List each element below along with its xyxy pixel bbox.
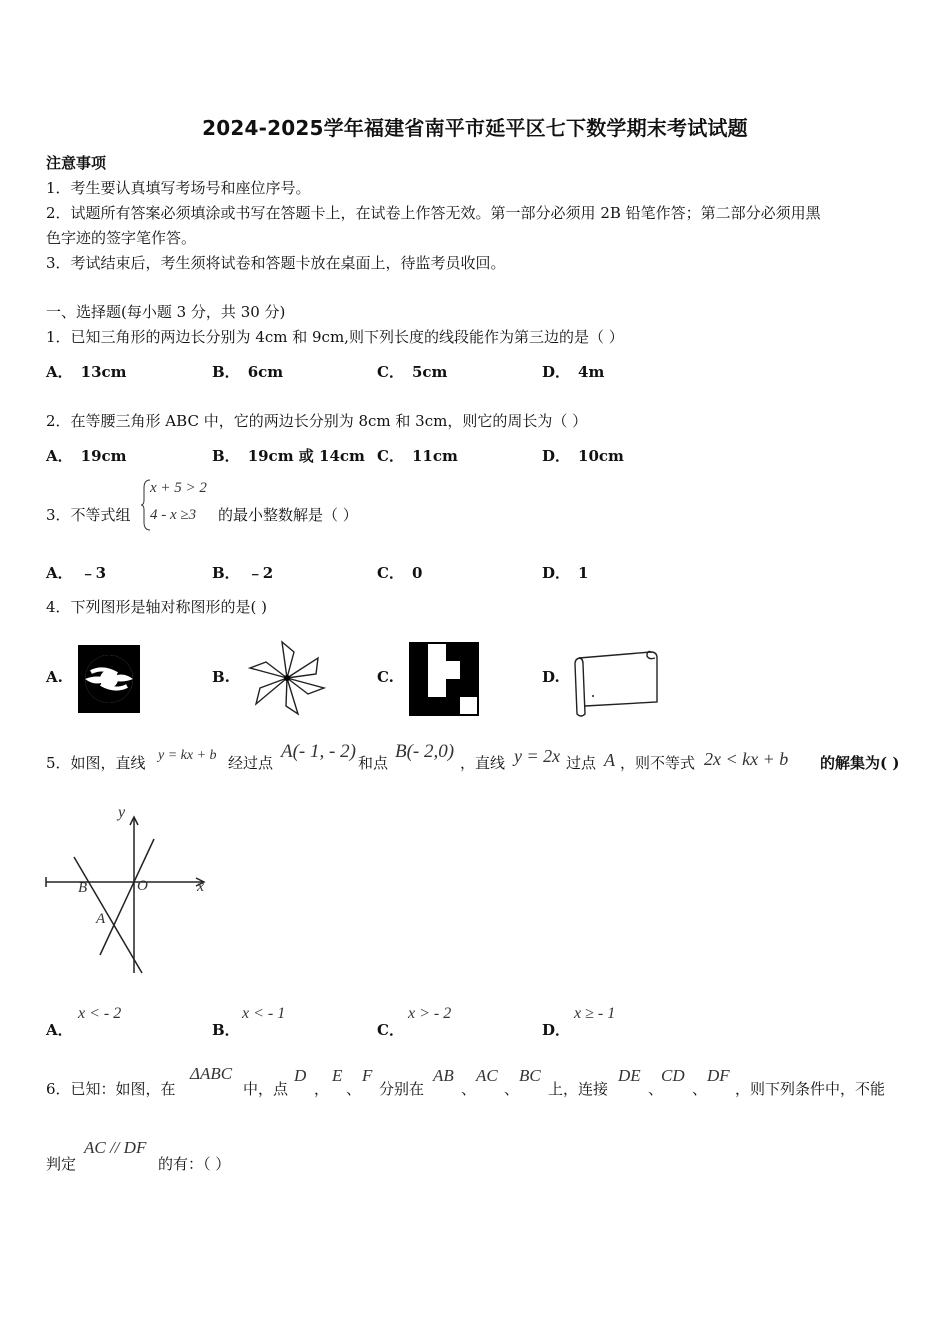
q3-option-a: A． ﹣3 xyxy=(46,564,107,582)
q6-text-12: 判定 xyxy=(46,1155,77,1173)
q5-text-2: 经过点 xyxy=(228,754,274,772)
q6-text-9: 、 xyxy=(648,1080,664,1098)
q6-math-parallel: AC // DF xyxy=(84,1138,147,1157)
q6-math-df: DF xyxy=(707,1066,730,1085)
q5-option-c-label: C． xyxy=(377,1021,404,1039)
figure-b-pinwheel xyxy=(246,638,328,718)
q3-option-d: D． 1 xyxy=(542,564,589,582)
q6-text-7: 、 xyxy=(504,1080,520,1098)
q6-text-6: 、 xyxy=(461,1080,477,1098)
q6-text-13: 的有：（ ） xyxy=(158,1155,231,1173)
q1-option-b: B． 6cm xyxy=(212,363,284,381)
figure-d-scroll xyxy=(571,644,661,720)
q3-option-b: B． ﹣2 xyxy=(212,564,274,582)
figure-a-swirl xyxy=(77,644,141,714)
q6-math-triangle: ΔABC xyxy=(190,1064,233,1083)
inequality-2: 4 - x ≥3 xyxy=(150,507,197,523)
q2-option-a: A． 19cm xyxy=(46,447,127,465)
q6-math-f: F xyxy=(362,1066,373,1085)
q1-option-a: A． 13cm xyxy=(46,363,127,381)
figure-c-blocks xyxy=(409,642,479,716)
q4-label-a: A. xyxy=(46,668,63,686)
notice-item-2: 2．试题所有答案必须填涂或书写在答题卡上，在试卷上作答无效。第一部分必须用 2B 铅笔作答；第二部分必须用黑 xyxy=(46,204,821,222)
q5-text-1: 5．如图，直线 xyxy=(46,754,146,772)
q5-option-b-value: x < - 1 xyxy=(242,1005,286,1022)
q6-text-2: 中，点 xyxy=(243,1080,289,1098)
q1-option-c: C． 5cm xyxy=(377,363,448,381)
question-4-stem: 4．下列图形是轴对称图形的是( ) xyxy=(46,598,268,616)
question-2-stem: 2．在等腰三角形 ABC 中，它的两边长分别为 8cm 和 3cm，则它的周长为（ ） xyxy=(46,412,588,430)
q5-option-a-label: A． xyxy=(46,1021,73,1039)
q5-math-a: A xyxy=(604,750,615,770)
q6-text-8: 上，连接 xyxy=(548,1080,609,1098)
q6-math-ab: AB xyxy=(433,1066,454,1085)
q5-text-3: 和点 xyxy=(358,754,389,772)
section-heading: 一、选择题(每小题 3 分，共 30 分) xyxy=(46,303,286,321)
q5-option-a-value: x < - 2 xyxy=(78,1005,122,1022)
q6-text-5: 分别在 xyxy=(379,1080,425,1098)
q4-label-d: D. xyxy=(542,668,560,686)
notice-item-2-cont: 色字迹的签字笔作答。 xyxy=(46,229,197,247)
q6-math-de: DE xyxy=(618,1066,641,1085)
graph-b-label: B xyxy=(78,880,88,896)
q5-graph xyxy=(44,805,214,980)
question-3-prefix: 3．不等式组 xyxy=(46,506,131,524)
graph-y-label: y xyxy=(118,804,126,821)
q5-option-b-label: B． xyxy=(212,1021,240,1039)
q6-math-d: D xyxy=(294,1066,307,1085)
q6-text-1: 6．已知：如图，在 xyxy=(46,1080,176,1098)
q6-text-10: 、 xyxy=(692,1080,708,1098)
graph-x-label: x xyxy=(197,878,205,895)
q5-math-line: y = kx + b xyxy=(158,748,217,763)
notice-item-1: 1．考生要认真填写考场号和座位序号。 xyxy=(46,179,311,197)
q6-math-e: E xyxy=(332,1066,343,1085)
q1-option-d: D． 4m xyxy=(542,363,605,381)
q4-label-c: C. xyxy=(377,668,394,686)
q4-label-b: B. xyxy=(212,668,230,686)
inequality-1: x + 5 > 2 xyxy=(150,480,207,496)
q6-math-ac: AC xyxy=(476,1066,498,1085)
q5-option-c-value: x > - 2 xyxy=(408,1005,452,1022)
q5-text-4: ，直线 xyxy=(460,754,506,772)
q6-text-4: 、 xyxy=(346,1080,362,1098)
q5-text-7: 的解集为( ) xyxy=(820,754,900,772)
q5-math-inequality: 2x < kx + b xyxy=(704,749,789,769)
q5-math-point-b: B(- 2,0) xyxy=(395,741,455,762)
q2-option-d: D． 10cm xyxy=(542,447,624,465)
q6-math-cd: CD xyxy=(661,1066,685,1085)
q5-option-d-label: D． xyxy=(542,1021,571,1039)
q2-option-b: B． 19cm 或 14cm xyxy=(212,447,365,465)
q5-math-line2: y = 2x xyxy=(514,746,561,766)
page-title: 2024-2025学年福建省南平市延平区七下数学期末考试试题 xyxy=(202,116,748,140)
q5-option-d-value: x ≥ - 1 xyxy=(574,1005,616,1022)
q5-text-5: 过点 xyxy=(566,754,597,772)
q6-math-bc: BC xyxy=(519,1066,541,1085)
q6-text-11: ，则下列条件中，不能 xyxy=(735,1080,886,1098)
question-1-stem: 1．已知三角形的两边长分别为 4cm 和 9cm,则下列长度的线段能作为第三边的是（ ） xyxy=(46,328,624,346)
q6-text-3: ， xyxy=(314,1080,330,1098)
graph-a-label: A xyxy=(96,911,106,927)
notice-item-3: 3．考试结束后，考生须将试卷和答题卡放在桌面上，待监考员收回。 xyxy=(46,254,506,272)
notice-heading: 注意事项 xyxy=(46,154,107,172)
graph-origin-label: O xyxy=(137,878,148,894)
q2-option-c: C． 11cm xyxy=(377,447,458,465)
q5-math-point-a: A(- 1, - 2) xyxy=(281,741,356,762)
q5-text-6: ，则不等式 xyxy=(620,754,696,772)
question-3-suffix: 的最小整数解是（ ） xyxy=(218,506,358,524)
q3-option-c: C． 0 xyxy=(377,564,423,582)
